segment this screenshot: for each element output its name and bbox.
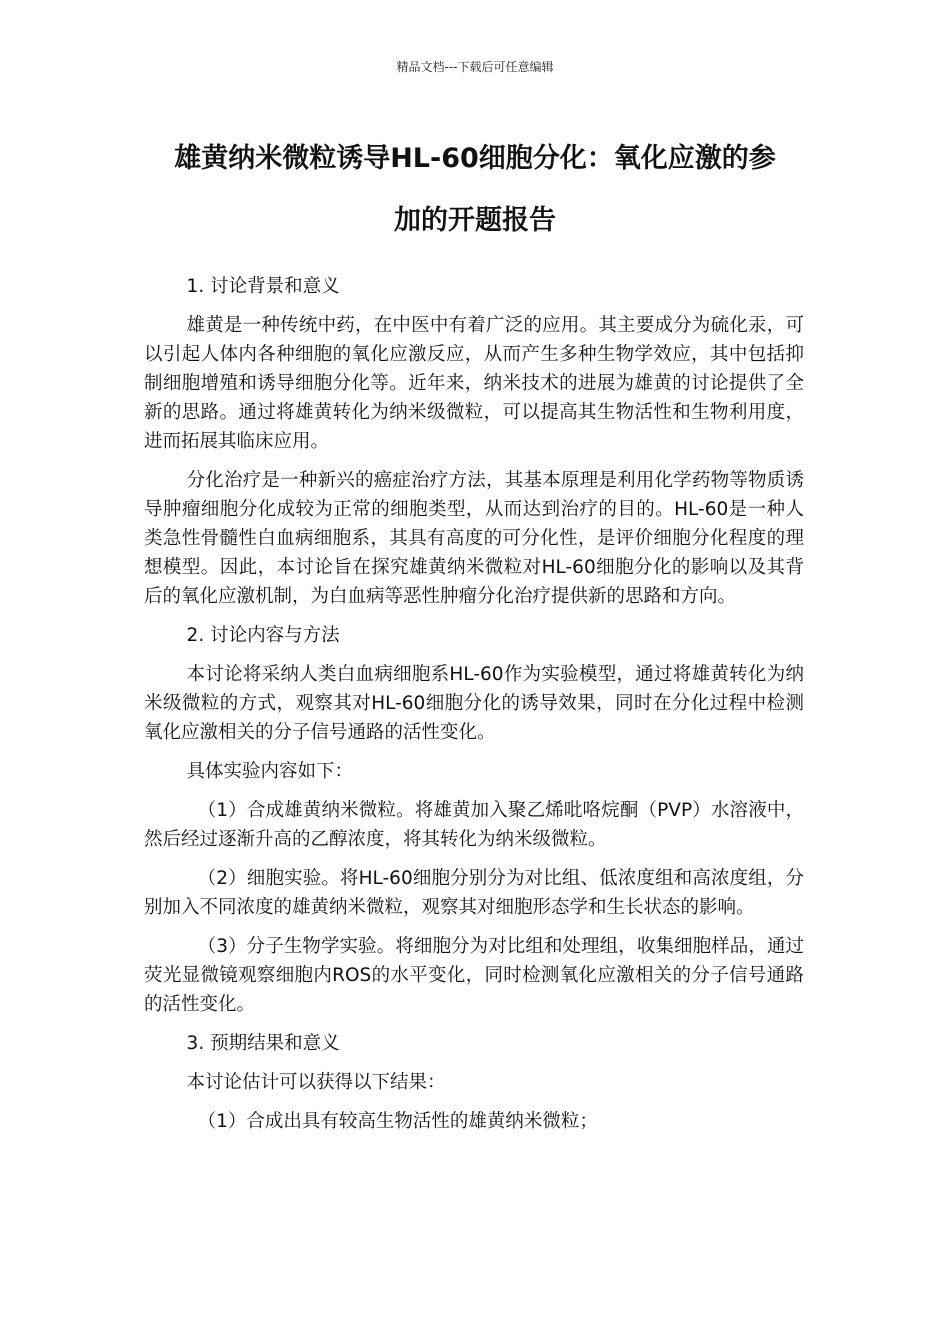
section-3-paragraph-1: 本讨论估计可以获得以下结果： bbox=[186, 1072, 446, 1093]
section-2-heading: 2. 讨论内容与方法 bbox=[186, 625, 340, 646]
section-1-paragraph-2: 分化治疗是一种新兴的癌症治疗方法，其基本原理是利用化学药物等物质诱导肿瘤细胞分化成较为正常的细胞类型，从而达到治疗的目的。HL-60是一种人类急性骨髓性白血病细胞系，其具有高度的可分化性，是评价细胞分化程度的理想模型。因此，本讨论旨在探究雄黄纳米微粒对HL-60细胞分化的影响以及其背后的氧化应激机制，为白血病等恶性肿瘤分化治疗提供新的思路和方向。 bbox=[144, 470, 804, 607]
document-body bbox=[144, 272, 804, 1146]
header-note: 精品文档---下载后可任意编辑 bbox=[396, 60, 554, 74]
title-line-1: 雄黄纳米微粒诱导HL-60细胞分化：氧化应激的参 bbox=[174, 143, 776, 174]
title-line-2: 加的开题报告 bbox=[394, 205, 556, 236]
section-1-heading: 1. 讨论背景和意义 bbox=[186, 276, 340, 297]
section-2-item-1: （1）合成雄黄纳米微粒。将雄黄加入聚乙烯吡咯烷酮（PVP）水溶液中，然后经过逐渐升高的乙醇浓度，将其转化为纳米级微粒。 bbox=[144, 800, 804, 850]
section-3-item-1: （1）合成出具有较高生物活性的雄黄纳米微粒； bbox=[197, 1111, 598, 1132]
section-2-item-3: （3）分子生物学实验。将细胞分为对比组和处理组，收集细胞样品，通过荧光显微镜观察细胞内ROS的水平变化，同时检测氧化应激相关的分子信号通路的活性变化。 bbox=[144, 936, 804, 1015]
section-2-paragraph-1: 本讨论将采纳人类白血病细胞系HL-60作为实验模型，通过将雄黄转化为纳米级微粒的方式，观察其对HL-60细胞分化的诱导效果，同时在分化过程中检测氧化应激相关的分子信号通路的活性变化。 bbox=[144, 664, 804, 743]
section-1-paragraph-1: 雄黄是一种传统中药，在中医中有着广泛的应用。其主要成分为硫化汞，可以引起人体内各种细胞的氧化应激反应，从而产生多种生物学效应，其中包括抑制细胞增殖和诱导细胞分化等。近年来，纳米技术的进展为雄黄的讨论提供了全新的思路。通过将雄黄转化为纳米级微粒，可以提高其生物活性和生物利用度，进而拓展其临床应用。 bbox=[144, 315, 804, 452]
section-2-paragraph-2: 具体实验内容如下： bbox=[186, 761, 354, 782]
document-title bbox=[110, 128, 840, 252]
section-2-item-2: （2）细胞实验。将HL-60细胞分别分为对比组、低浓度组和高浓度组，分别加入不同浓度的雄黄纳米微粒，观察其对细胞形态学和生长状态的影响。 bbox=[144, 868, 804, 918]
section-3-heading: 3. 预期结果和意义 bbox=[186, 1033, 340, 1054]
